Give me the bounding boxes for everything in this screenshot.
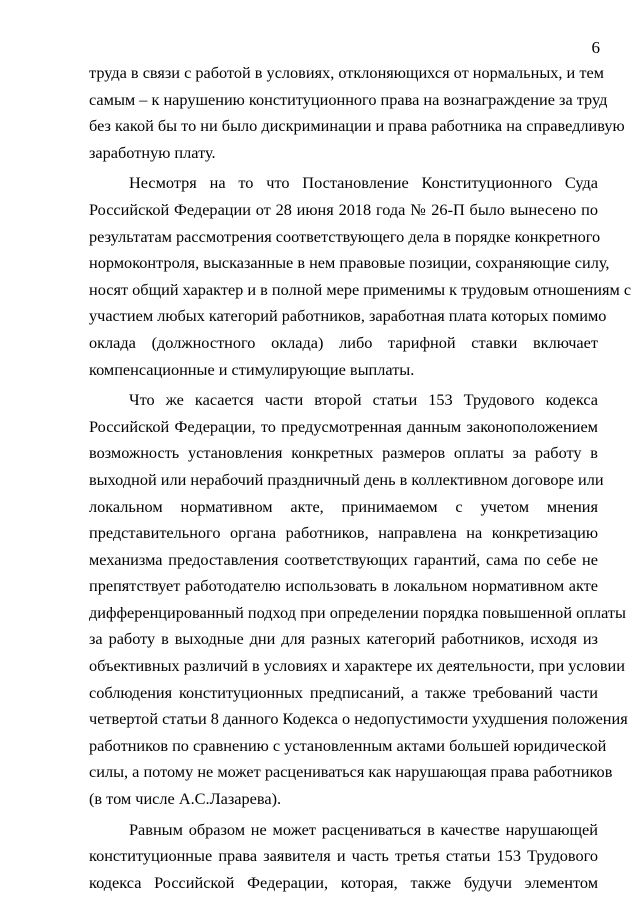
text-line: Российской Федерации от 28 июня 2018 года № 26-П было вынесено по [89, 199, 598, 219]
text-line: кодекса Российской Федерации, которая, также будучи элементом [89, 872, 598, 892]
text-line: четвертой статьи 8 данного Кодекса о недопустимости ухудшения положения [89, 709, 628, 729]
paragraph-3 [89, 387, 628, 813]
text-line: представительного органа работников, направлена на конкретизацию [89, 523, 598, 543]
text-line: компенсационные и стимулирующие выплаты. [89, 359, 415, 379]
text-line: конституционные права заявителя и часть третья статьи 153 Трудового [89, 846, 598, 866]
text-line: Равным образом не может расцениваться в качестве нарушающей [129, 819, 598, 839]
text-line: нормоконтроля, высказанные в нем правовые позиции, сохраняющие силу, [89, 253, 610, 273]
text-line: Несмотря на то что Постановление Конституционного Суда [129, 173, 598, 193]
text-line: без какой бы то ни было дискриминации и права работника на справедливую [89, 116, 625, 136]
text-line: локальном нормативном акте, принимаемом с учетом мнения [89, 496, 598, 516]
text-line: дифференцированный подход при определении порядка повышенной оплаты [89, 602, 626, 622]
paragraph-4 [89, 817, 598, 897]
text-line: заработную плату. [89, 142, 216, 162]
text-line: соблюдения конституционных предписаний, а также требований части [89, 682, 598, 702]
paragraph-2 [89, 170, 632, 383]
text-line: возможность установления конкретных размеров оплаты за работу в [89, 443, 598, 463]
text-line: объективных различий в условиях и характере их деятельности, при условии [89, 656, 625, 676]
text-line: за работу в выходные дни для разных категорий работников, исходя из [89, 629, 598, 649]
text-line: выходной или нерабочий праздничный день в коллективном договоре или [89, 469, 604, 489]
page-number: 6 [591, 38, 600, 57]
text-line: результатам рассмотрения соответствующего дела в порядке конкретного [89, 226, 601, 246]
paragraph-1 [89, 60, 625, 166]
text-line: участием любых категорий работников, заработная плата которых помимо [89, 306, 607, 326]
text-line: работников по сравнению с установленным актами большей юридической [89, 735, 607, 755]
text-line: Российской Федерации, то предусмотренная данным законоположением [89, 416, 598, 436]
text-line: (в том числе А.С.Лазарева). [89, 789, 282, 809]
text-line: труда в связи с работой в условиях, отклоняющихся от нормальных, и тем [89, 63, 604, 82]
text-line: силы, а потому не может расцениваться как нарушающая права работников [89, 762, 613, 782]
text-line: самым – к нарушению конституционного права на вознаграждение за труд [89, 89, 608, 109]
text-line: оклада (должностного оклада) либо тарифной ставки включает [89, 332, 598, 352]
document-body [89, 60, 632, 896]
text-line: препятствует работодателю использовать в локальном нормативном акте [89, 576, 598, 596]
text-line: механизма предоставления соответствующих гарантий, сама по себе не [89, 549, 598, 569]
text-line: Что же касается части второй статьи 153 Трудового кодекса [129, 390, 598, 410]
text-line: носят общий характер и в полной мере применимы к трудовым отношениям с [89, 279, 632, 299]
